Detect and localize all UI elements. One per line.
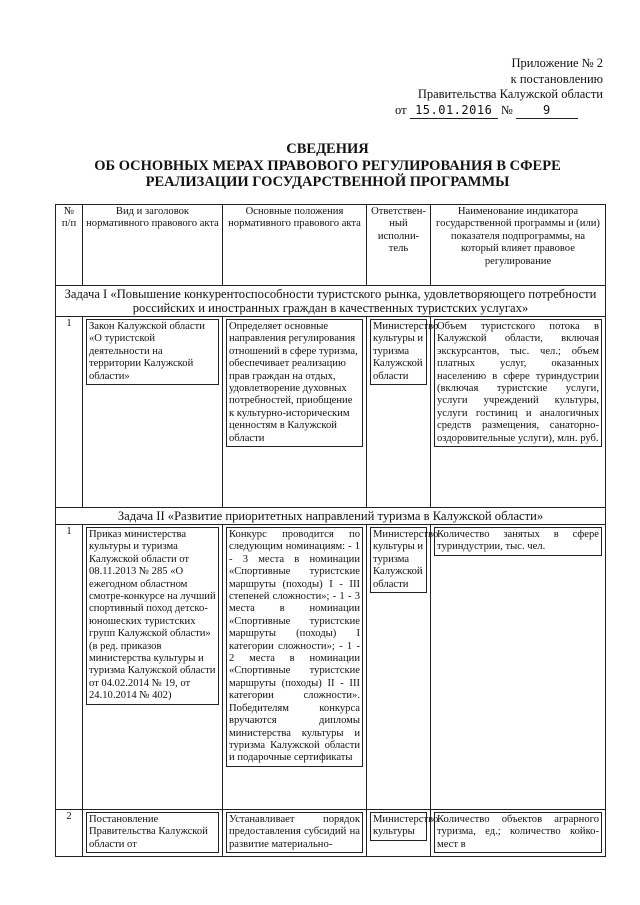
row-3-indicator <box>431 810 606 857</box>
row-3-indicator-text: Количество объектов аграрного туризма, ед.; количество койко-мест в <box>434 812 602 853</box>
row-1-provisions <box>223 317 367 508</box>
annex-issuer: Правительства Калужской области <box>417 87 603 101</box>
row-2-act <box>83 525 223 810</box>
header-num: № п/п <box>56 205 83 286</box>
row-3-executor-text: Министерство культуры <box>370 812 427 841</box>
row-2-indicator <box>431 525 606 810</box>
row-3-provisions <box>223 810 367 857</box>
row-1-act-text: Закон Калужской области «О туристской деятельности на территории Калужской области» <box>86 319 219 385</box>
row-2-provisions-text: Конкурс проводится по следующим номинациям: - 1 - 3 места в номинации «Спортивные туристские маршруты (походы) I - III степеней сложности»; - 1 - 3 места в номинации «Спортивные туристские маршруты (походы) I категории сложности»; - 1 - 2 места в номинации «Спортивные туристские маршруты (походы) II - III категории сложности». Победителям конкурса вручаются дипломы министерства культуры и туризма Калужской области и подарочные сертификаты <box>226 527 363 767</box>
row-1-indicator <box>431 317 606 508</box>
header-executor: Ответствен-ный исполни-тель <box>367 205 431 286</box>
row-1-act <box>83 317 223 508</box>
date-prefix: от <box>395 102 407 117</box>
row-2-executor <box>367 525 439 810</box>
table-row <box>56 525 606 810</box>
table-row <box>56 810 606 857</box>
row-1-indicator-text: Объем туристского потока в Калужской области, включая экскурсантов, тыс. чел.; объем платных услуг, оказанных населению в сфере туриндустрии (включая туристские услуги, услуги учреждений культуры, услуги гостиниц и аналогичных средств размещения, санаторно-оздоровительные услуги), млн. руб. <box>434 319 602 447</box>
row-3-executor <box>367 810 439 857</box>
row-3-act <box>83 810 223 857</box>
row-1-num: 1 <box>56 317 83 508</box>
header-act: Вид и заголовок нормативного правового акта <box>83 205 223 286</box>
document-title <box>60 141 595 191</box>
header-indicator: Наименование индикатора государственной программы и (или) показателя подпрограммы, на который влияет правовое регулирование <box>431 205 606 286</box>
row-1-provisions-text: Определяет основные направления регулирования отношений в сфере туризма, обеспечивает реализацию прав граждан на отдых, удовлетворение духовных потребностей, приобщение к культурно-историческим ценностям в Калужской области <box>226 319 363 447</box>
table-row <box>56 317 606 508</box>
annex-title: Приложение № 2 <box>511 56 603 70</box>
annex-reference <box>395 103 603 120</box>
title-line-2: ОБ ОСНОВНЫХ МЕРАХ ПРАВОВОГО РЕГУЛИРОВАНИЯ В СФЕРЕ <box>94 157 561 174</box>
number-prefix: № <box>500 102 513 117</box>
resolution-date: 15.01.2016 <box>410 103 498 120</box>
table-header-row <box>56 205 606 286</box>
regulation-table <box>55 204 606 857</box>
row-3-act-text: Постановление Правительства Калужской области от <box>86 812 219 853</box>
task-2-heading: Задача II «Развитие приоритетных направлений туризма в Калужской области» <box>56 508 606 525</box>
title-line-3: РЕАЛИЗАЦИИ ГОСУДАРСТВЕННОЙ ПРОГРАММЫ <box>145 174 510 190</box>
row-3-provisions-text: Устанавливает порядок предоставления субсидий на развитие материально- <box>226 812 363 853</box>
row-1-executor <box>367 317 439 508</box>
row-2-indicator-text: Количество занятых в сфере туриндустрии, тыс. чел. <box>434 527 602 556</box>
row-2-act-text: Приказ министерства культуры и туризма Калужской области от 08.11.2013 № 285 «О ежегодном областном смотре-конкурсе на лучший спортивный поход детско-юношеских туристских групп Калужской области» (в ред. приказов министерства культуры и туризма Калужской области от 04.02.2014 № 19, от 24.10.2014 № 402) <box>86 527 219 705</box>
row-3-num: 2 <box>56 810 83 857</box>
task-row-1 <box>56 286 606 317</box>
header-provisions: Основные положения нормативного правового акта <box>223 205 367 286</box>
row-2-num: 1 <box>56 525 83 810</box>
annex-block <box>395 56 603 119</box>
title-line-1: СВЕДЕНИЯ <box>286 141 369 157</box>
row-2-executor-text: Министерство культуры и туризма Калужской области <box>370 527 427 593</box>
row-1-executor-text: Министерство культуры и туризма Калужской области <box>370 319 427 385</box>
resolution-number: 9 <box>516 103 578 120</box>
task-1-heading: Задача I «Повышение конкурентоспособности туристского рынка, удовлетворяющего потребности российских и иностранных граждан в качественных туристских услугах» <box>56 286 606 317</box>
task-row-2 <box>56 508 606 525</box>
row-2-provisions <box>223 525 367 810</box>
annex-subtitle: к постановлению <box>510 71 603 86</box>
